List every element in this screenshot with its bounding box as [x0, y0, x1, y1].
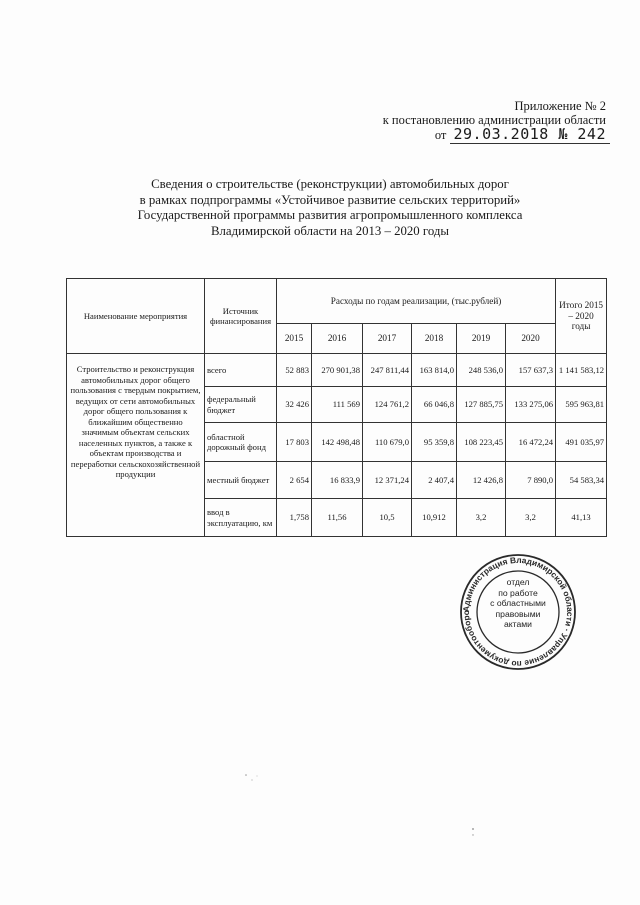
- appendix-label: Приложение № 2: [514, 99, 606, 113]
- value-cell: 3,2: [506, 499, 556, 537]
- value-cell: 248 536,0: [457, 354, 506, 387]
- scan-speck: [472, 834, 473, 835]
- source-cell: местный бюджет: [205, 462, 277, 499]
- resolution-date-line: [435, 125, 610, 143]
- date-prefix: от: [434, 128, 447, 142]
- header-year: 2020: [506, 324, 556, 354]
- value-cell: 133 275,06: [506, 387, 556, 423]
- value-cell: 270 901,38: [312, 354, 363, 387]
- header-event: Наименование мероприятия: [67, 279, 205, 354]
- value-cell: 7 890,0: [506, 462, 556, 499]
- header-source: Источник финансирования: [205, 279, 277, 354]
- title-line-2: в рамках подпрограммы «Устойчивое развитие сельских территорий»: [139, 192, 521, 207]
- value-cell: 32 426: [277, 387, 312, 423]
- value-cell: 142 498,48: [312, 423, 363, 462]
- seal-line: правовыми: [495, 608, 541, 619]
- total-cell: 595 963,81: [556, 387, 607, 423]
- value-cell: 95 359,8: [412, 423, 457, 462]
- value-cell: 110 679,0: [363, 423, 412, 462]
- title-line-4: Владимирской области на 2013 – 2020 годы: [211, 223, 449, 238]
- value-cell: 66 046,8: [412, 387, 457, 423]
- source-cell: федеральный бюджет: [205, 387, 277, 423]
- value-cell: 157 637,3: [506, 354, 556, 387]
- value-cell: 124 761,2: [363, 387, 412, 423]
- value-cell: 108 223,45: [457, 423, 506, 462]
- title-line-1: Сведения о строительстве (реконструкции) автомобильных дорог: [151, 177, 509, 191]
- event-name-cell: Строительство и реконструкция автомобильных дорог общего пользования с твердым покрытием, ведущих от сети автомобильных дорог общего пользования к ближайшим общественно значимым объектам сельских населенных пунктов, а также к объектам производства и переработки сельскохозяйственной продукции: [67, 354, 205, 537]
- resolution-date-number: 29.03.2018 № 242: [450, 125, 611, 144]
- total-cell: 41,13: [556, 499, 607, 537]
- total-cell: 54 583,34: [556, 462, 607, 499]
- value-cell: 163 814,0: [412, 354, 457, 387]
- document-title: [70, 177, 590, 239]
- source-cell: ввод в эксплуатацию, км: [205, 499, 277, 537]
- table-row: [67, 354, 607, 387]
- value-cell: 111 569: [312, 387, 363, 423]
- value-cell: 16 833,9: [312, 462, 363, 499]
- value-cell: 16 472,24: [506, 423, 556, 462]
- total-cell: 491 035,97: [556, 423, 607, 462]
- value-cell: 247 811,44: [363, 354, 412, 387]
- header-year: 2017: [363, 324, 412, 354]
- resolution-reference: к постановлению администрации области: [382, 113, 606, 127]
- total-cell: 1 141 583,12: [556, 354, 607, 387]
- header-total: Итого 2015 – 2020 годы: [556, 279, 607, 354]
- scan-speck: [251, 779, 252, 780]
- value-cell: 11,56: [312, 499, 363, 537]
- seal-line: отдел: [506, 577, 530, 587]
- seal-ring-text: Администрация Владимирской области · Управление по документооборо: [460, 554, 576, 670]
- value-cell: 127 885,75: [457, 387, 506, 423]
- header-year: 2016: [312, 324, 363, 354]
- header-year: 2015: [277, 324, 312, 354]
- value-cell: 10,912: [412, 499, 457, 537]
- seal-center-text: [459, 577, 577, 630]
- scan-speck: [257, 776, 258, 777]
- expenses-table: [66, 278, 607, 537]
- header-year: 2018: [412, 324, 457, 354]
- value-cell: 52 883: [277, 354, 312, 387]
- title-line-3: Государственной программы развития агропромышленного комплекса: [137, 208, 523, 222]
- seal-line: по работе: [498, 587, 538, 598]
- seal-line: актами: [504, 619, 532, 630]
- value-cell: 2 654: [277, 462, 312, 499]
- header-expenses: Расходы по годам реализации, (тыс.рублей): [277, 279, 556, 324]
- value-cell: 12 371,24: [363, 462, 412, 499]
- seal-line: с областными: [490, 598, 546, 609]
- official-seal: [459, 553, 577, 671]
- value-cell: 10,5: [363, 499, 412, 537]
- value-cell: 2 407,4: [412, 462, 457, 499]
- value-cell: 3,2: [457, 499, 506, 537]
- source-cell: областной дорожный фонд: [205, 423, 277, 462]
- value-cell: 17 803: [277, 423, 312, 462]
- header-year: 2019: [457, 324, 506, 354]
- source-cell: всего: [205, 354, 277, 387]
- scan-speck: [245, 774, 247, 776]
- scan-speck: [472, 828, 474, 830]
- value-cell: 12 426,8: [457, 462, 506, 499]
- value-cell: 1,758: [277, 499, 312, 537]
